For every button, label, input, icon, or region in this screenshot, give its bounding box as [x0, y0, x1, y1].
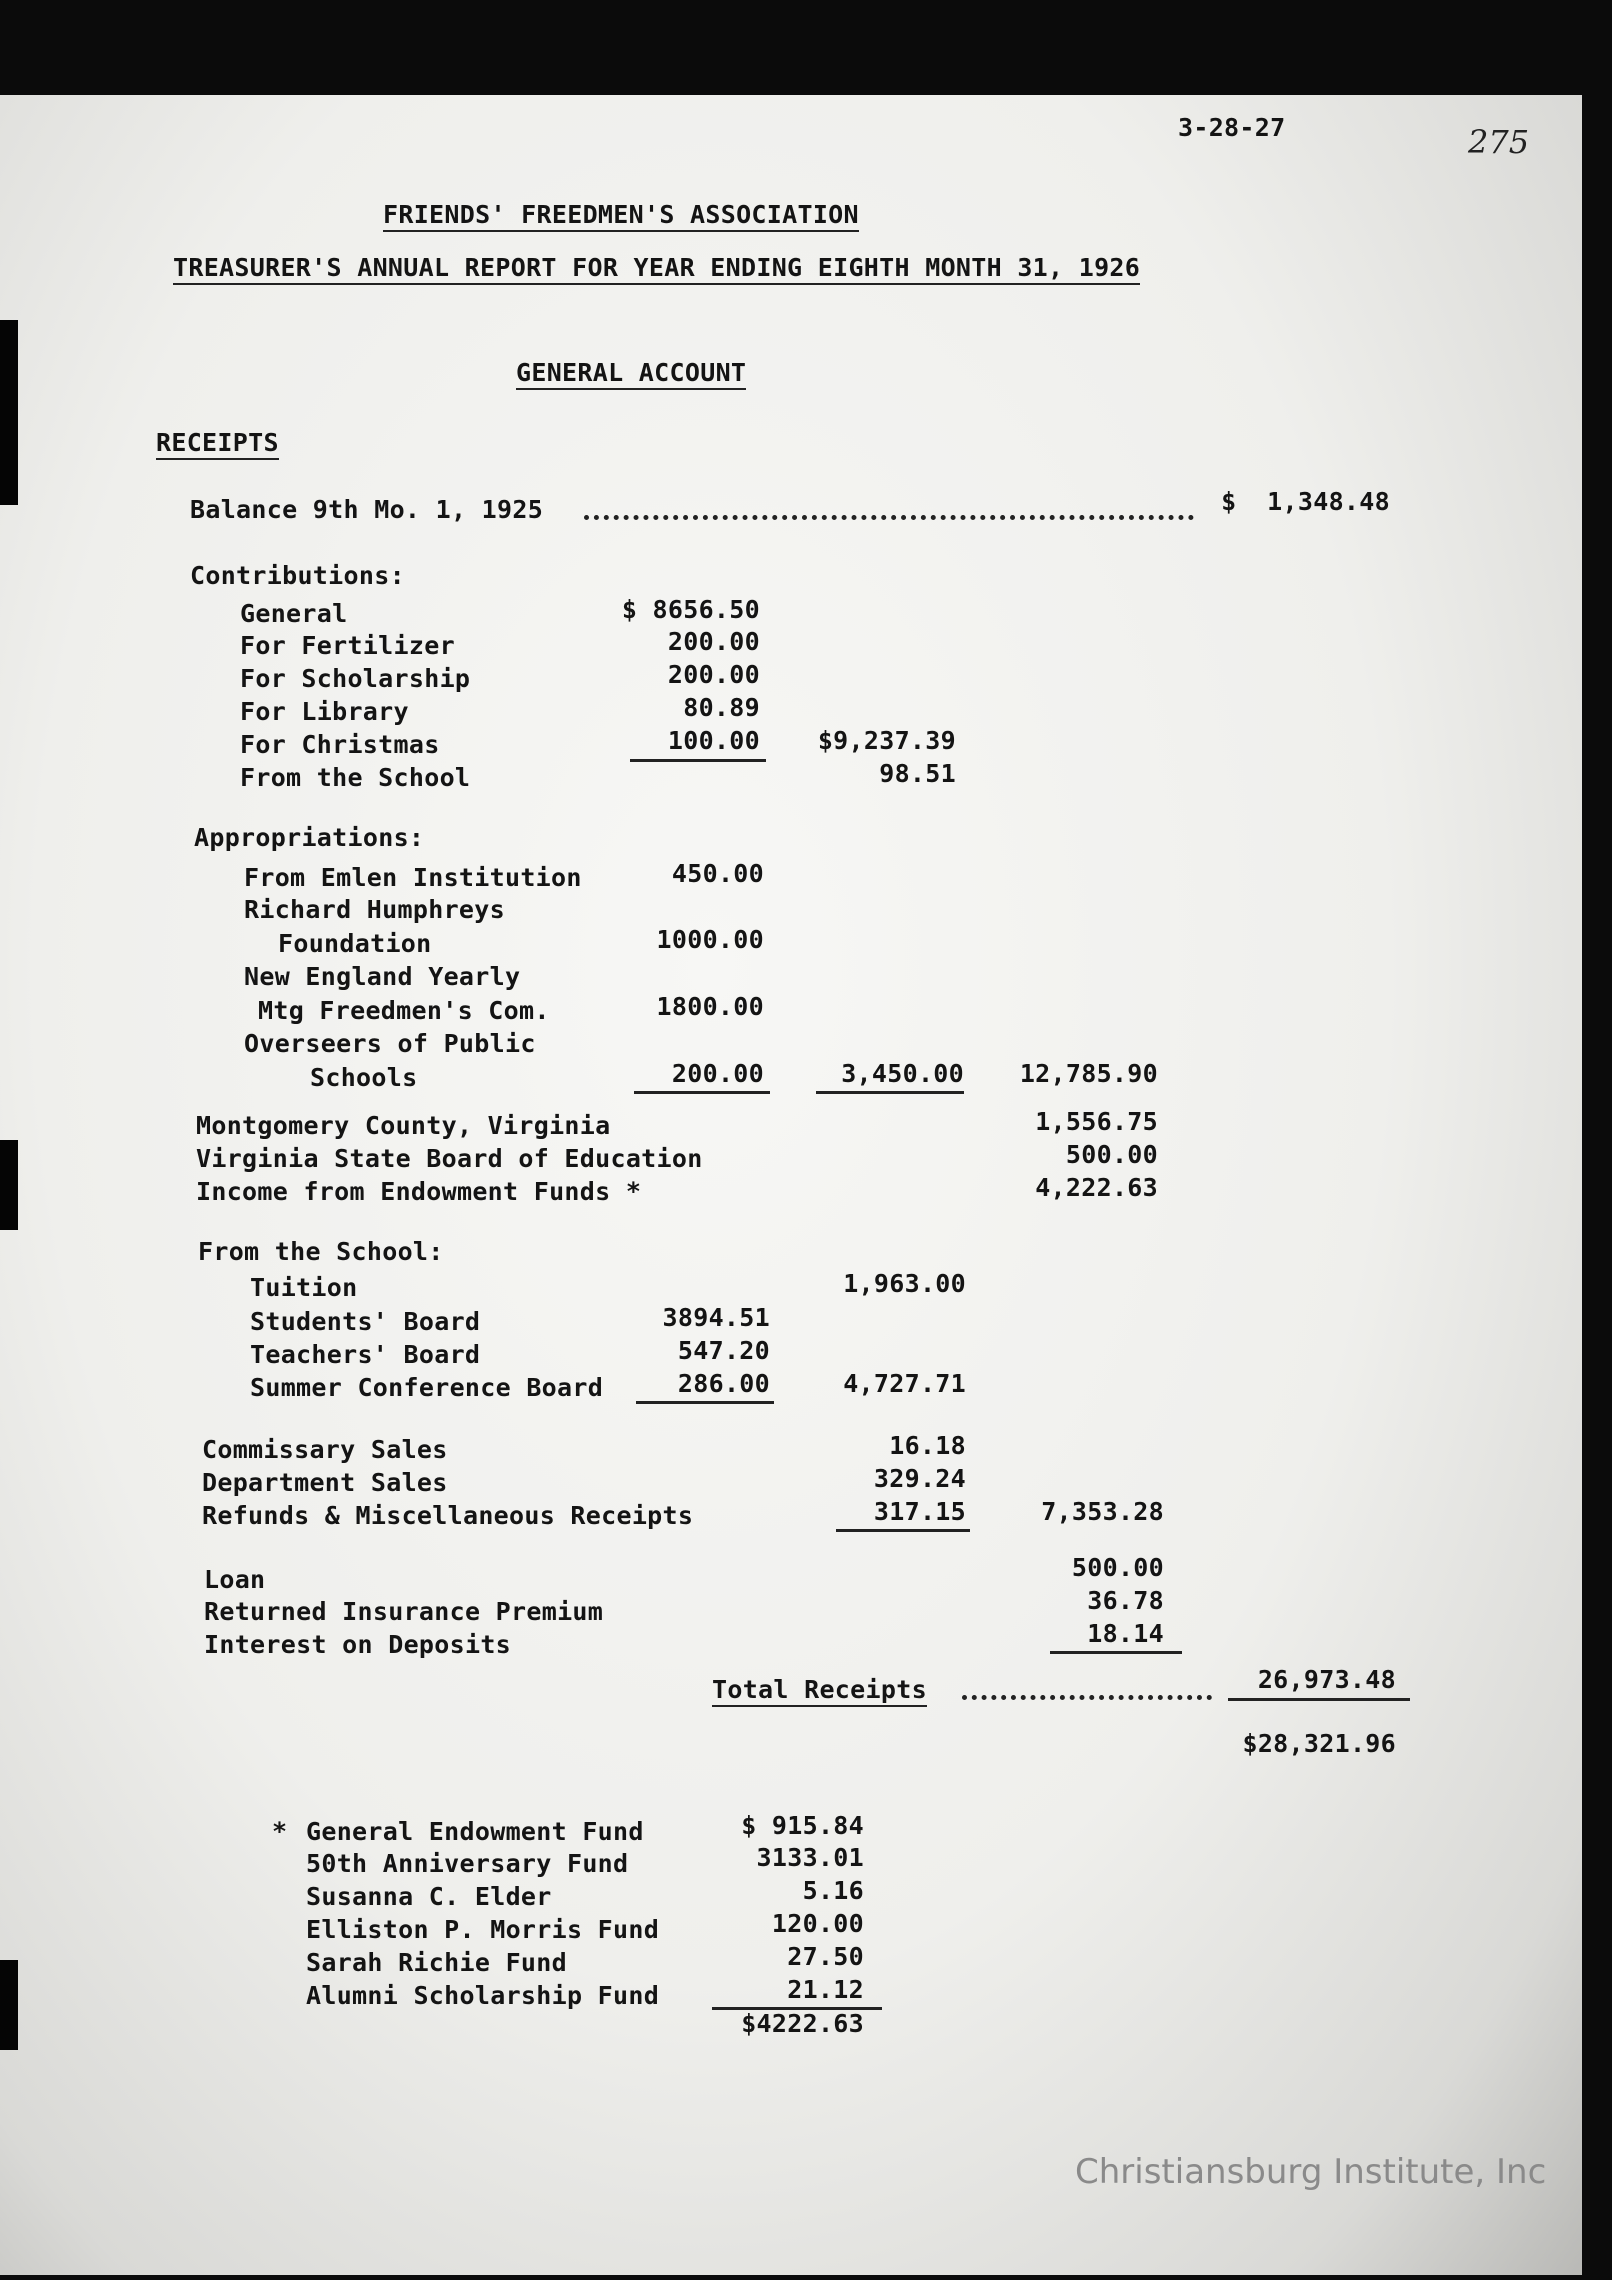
appropriation-amount: 1800.00 [656, 992, 764, 1021]
contribution-label: For Scholarship [240, 664, 471, 693]
watermark: Christiansburg Institute, Inc [1075, 2152, 1547, 2192]
school-heading: From the School: [198, 1237, 444, 1266]
section-title: GENERAL ACCOUNT [516, 358, 746, 390]
school-sales-total: 7,353.28 [1041, 1497, 1164, 1526]
leader-dots [962, 1695, 1212, 1700]
endowment-fund-amount: 3133.01 [756, 1843, 864, 1872]
income-label: Montgomery County, Virginia [196, 1111, 611, 1140]
contributions-heading: Contributions: [190, 561, 405, 590]
appropriation-amount: 450.00 [671, 859, 764, 888]
contribution-label: General [240, 599, 348, 628]
endowment-fund-amount: 27.50 [787, 1942, 864, 1971]
date-stamp: 3-28-27 [1178, 113, 1286, 142]
contribution-amount: 200.00 [667, 660, 760, 689]
total-receipts-label: Total Receipts [712, 1675, 927, 1707]
appropriation-amount: 1000.00 [656, 925, 764, 954]
misc-amount: 500.00 [1071, 1553, 1164, 1582]
school-item-label: Summer Conference Board [250, 1373, 604, 1402]
sales-amount: 16.18 [889, 1431, 966, 1460]
page-number: 275 [1468, 123, 1530, 161]
appropriation-label: Mtg Freedmen's Com. [258, 996, 550, 1025]
school-item-amount: 286.00 [677, 1369, 770, 1398]
misc-amount: 18.14 [1087, 1619, 1164, 1648]
misc-label: Loan [204, 1565, 266, 1594]
subtotal-rule [836, 1529, 970, 1532]
total-rule [1228, 1698, 1410, 1701]
contribution-label: For Library [240, 697, 409, 726]
balance-label: Balance 9th Mo. 1, 1925 [190, 495, 544, 524]
endowment-fund-label: Alumni Scholarship Fund [306, 1981, 660, 2010]
endowment-fund-amount: $ 915.84 [741, 1811, 864, 1840]
income-amount: 500.00 [1065, 1140, 1158, 1169]
income-label: Virginia State Board of Education [196, 1144, 703, 1173]
contribution-subtotal: 98.51 [879, 759, 956, 788]
appropriations-subtotal: 3,450.00 [841, 1059, 964, 1088]
appropriation-label: Foundation [278, 929, 432, 958]
appropriation-label: New England Yearly [244, 962, 521, 991]
school-item-amount: 547.20 [677, 1336, 770, 1365]
school-item-amount: 3894.51 [662, 1303, 770, 1332]
sales-amount: 317.15 [873, 1497, 966, 1526]
appropriation-amount: 200.00 [671, 1059, 764, 1088]
subtotal-rule [630, 759, 766, 762]
contribution-label: From the School [240, 763, 471, 792]
school-item-label: Students' Board [250, 1307, 481, 1336]
endowment-fund-label: General Endowment Fund [306, 1817, 644, 1846]
balance-value: $ 1,348.48 [1221, 487, 1390, 516]
misc-label: Returned Insurance Premium [204, 1597, 604, 1626]
school-item-label: Tuition [250, 1273, 358, 1302]
school-item-label: Teachers' Board [250, 1340, 481, 1369]
endowment-total: $4222.63 [741, 2009, 864, 2038]
contributions-subtotal: $9,237.39 [817, 726, 956, 755]
appropriation-label: Schools [310, 1063, 418, 1092]
footnote-marker: * [272, 1817, 288, 1846]
endowment-fund-label: 50th Anniversary Fund [306, 1849, 629, 1878]
contributions-appropriations-total: 12,785.90 [1019, 1059, 1158, 1088]
endowment-fund-amount: 120.00 [771, 1909, 864, 1938]
subtotal-rule [634, 1091, 770, 1094]
sales-label: Refunds & Miscellaneous Receipts [202, 1501, 694, 1530]
subtotal-rule [1050, 1651, 1182, 1654]
appropriation-label: Richard Humphreys [244, 895, 505, 924]
contribution-label: For Christmas [240, 730, 440, 759]
leader-dots [584, 515, 1194, 520]
contribution-label: For Fertilizer [240, 631, 455, 660]
income-amount: 1,556.75 [1035, 1107, 1158, 1136]
contribution-amount: $ 8656.50 [621, 595, 760, 624]
contribution-amount: 200.00 [667, 627, 760, 656]
appropriations-heading: Appropriations: [194, 823, 425, 852]
org-title: FRIENDS' FREEDMEN'S ASSOCIATION [383, 200, 859, 232]
receipts-heading: RECEIPTS [156, 428, 279, 460]
report-title: TREASURER'S ANNUAL REPORT FOR YEAR ENDING EIGHTH MONTH 31, 1926 [173, 253, 1140, 285]
endowment-fund-amount: 5.16 [802, 1876, 864, 1905]
appropriation-label: Overseers of Public [244, 1029, 536, 1058]
endowment-fund-label: Sarah Richie Fund [306, 1948, 567, 1977]
binder-tab [0, 320, 18, 505]
appropriation-label: From Emlen Institution [244, 863, 582, 892]
misc-label: Interest on Deposits [204, 1630, 512, 1659]
contribution-amount: 80.89 [683, 693, 760, 722]
school-item-subtotal: 1,963.00 [843, 1269, 966, 1298]
contribution-amount: 100.00 [667, 726, 760, 755]
endowment-fund-label: Elliston P. Morris Fund [306, 1915, 660, 1944]
sales-amount: 329.24 [873, 1464, 966, 1493]
income-amount: 4,222.63 [1035, 1173, 1158, 1202]
misc-amount: 36.78 [1087, 1586, 1164, 1615]
sales-label: Commissary Sales [202, 1435, 448, 1464]
document-page [0, 95, 1582, 2275]
subtotal-rule [816, 1091, 964, 1094]
endowment-fund-label: Susanna C. Elder [306, 1882, 552, 1911]
binder-tab [0, 1140, 18, 1230]
endowment-fund-amount: 21.12 [787, 1975, 864, 2004]
binder-tab [0, 1960, 18, 2050]
school-subtotal: 4,727.71 [843, 1369, 966, 1398]
grand-total: $28,321.96 [1242, 1729, 1396, 1758]
subtotal-rule [636, 1401, 774, 1404]
income-label: Income from Endowment Funds * [196, 1177, 642, 1206]
total-receipts-value: 26,973.48 [1257, 1665, 1396, 1694]
sales-label: Department Sales [202, 1468, 448, 1497]
